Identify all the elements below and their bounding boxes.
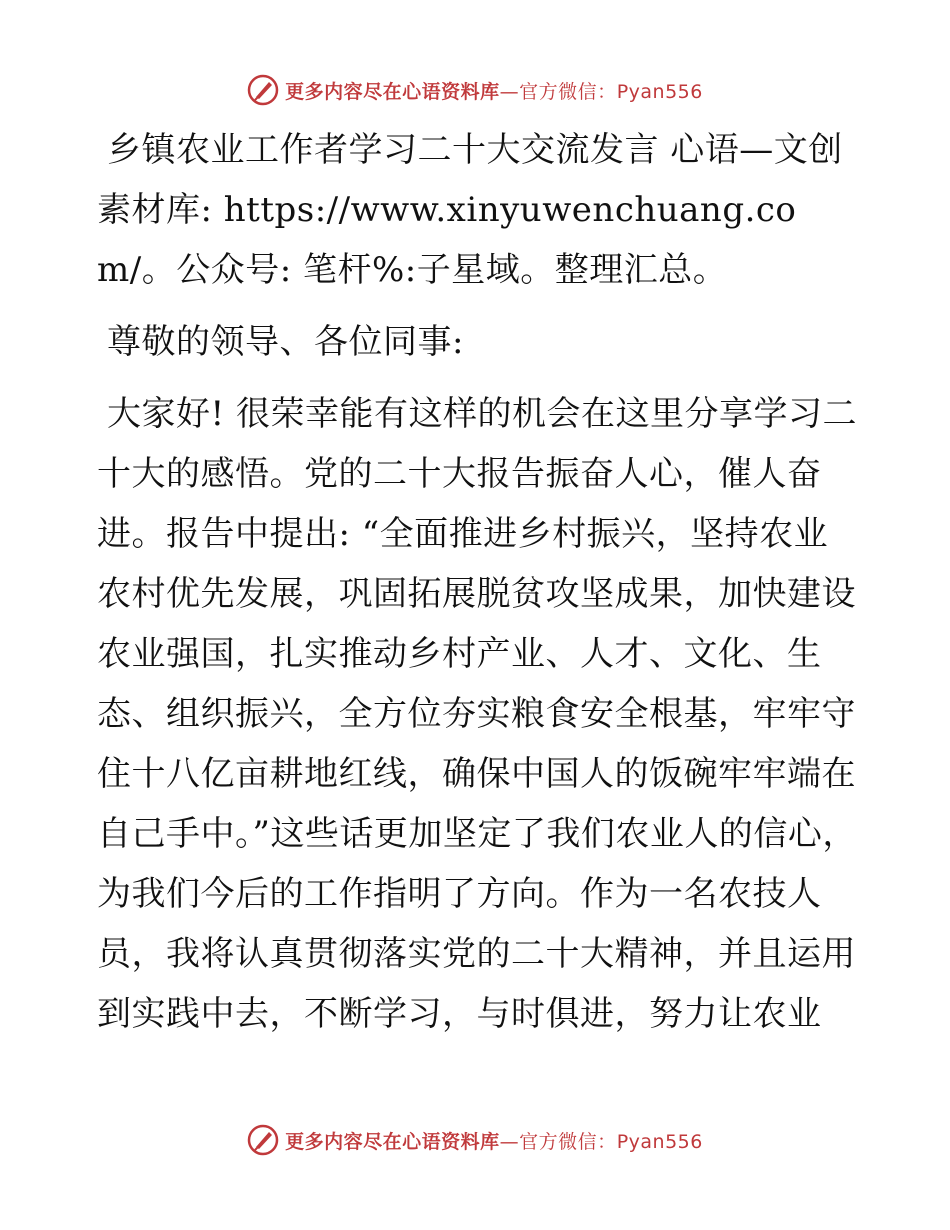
banner-text xyxy=(285,1127,703,1154)
footer-banner xyxy=(0,1120,950,1160)
body-paragraph: 大家好! 很荣幸能有这样的机会在这里分享学习二十大的感悟。党的二十大报告振奋人心，催人奋进。报告中提出: “全面推进乡村振兴，坚持农业农村优先发展，巩固拓展脱贫攻坚成果，加快建设农业强国，扎实推动乡村产业、人才、文化、生态、组织振兴，全方位夯实粮食安全根基，牢牢守住十八亿亩耕地红线，确保中国人的饭碗牢牢端在自己手中。”这些话更加坚定了我们农业人的信心，为我们今后的工作指明了方向。作为一名农技人员，我将认真贯彻落实党的二十大精神，并且运用到实践中去，不断学习，与时俱进，努力让农业 xyxy=(97,394,857,1034)
header-banner xyxy=(0,70,950,110)
quill-pen-logo-icon xyxy=(247,74,279,106)
banner-dash: — xyxy=(499,80,520,103)
banner-dash: — xyxy=(499,1130,520,1153)
banner-brand: 更多内容尽在心语资料库 xyxy=(285,1130,500,1153)
salutation: 尊敬的领导、各位同事: xyxy=(107,322,464,362)
banner-wechat-label: 官方微信： xyxy=(519,80,617,103)
banner-wechat-id: Pyan556 xyxy=(616,1130,703,1153)
quill-pen-logo-icon xyxy=(247,1124,279,1156)
banner-wechat-id: Pyan556 xyxy=(616,80,703,103)
intro-paragraph: 乡镇农业工作者学习二十大交流发言 心语—文创素材库: https://www.xinyuwenchuang.com/。公众号: 笔杆%:子星域。整理汇总。 xyxy=(97,130,843,290)
document-body xyxy=(97,120,857,1056)
banner-brand: 更多内容尽在心语资料库 xyxy=(285,80,500,103)
banner-text xyxy=(285,77,703,104)
banner-wechat-label: 官方微信： xyxy=(519,1130,617,1153)
